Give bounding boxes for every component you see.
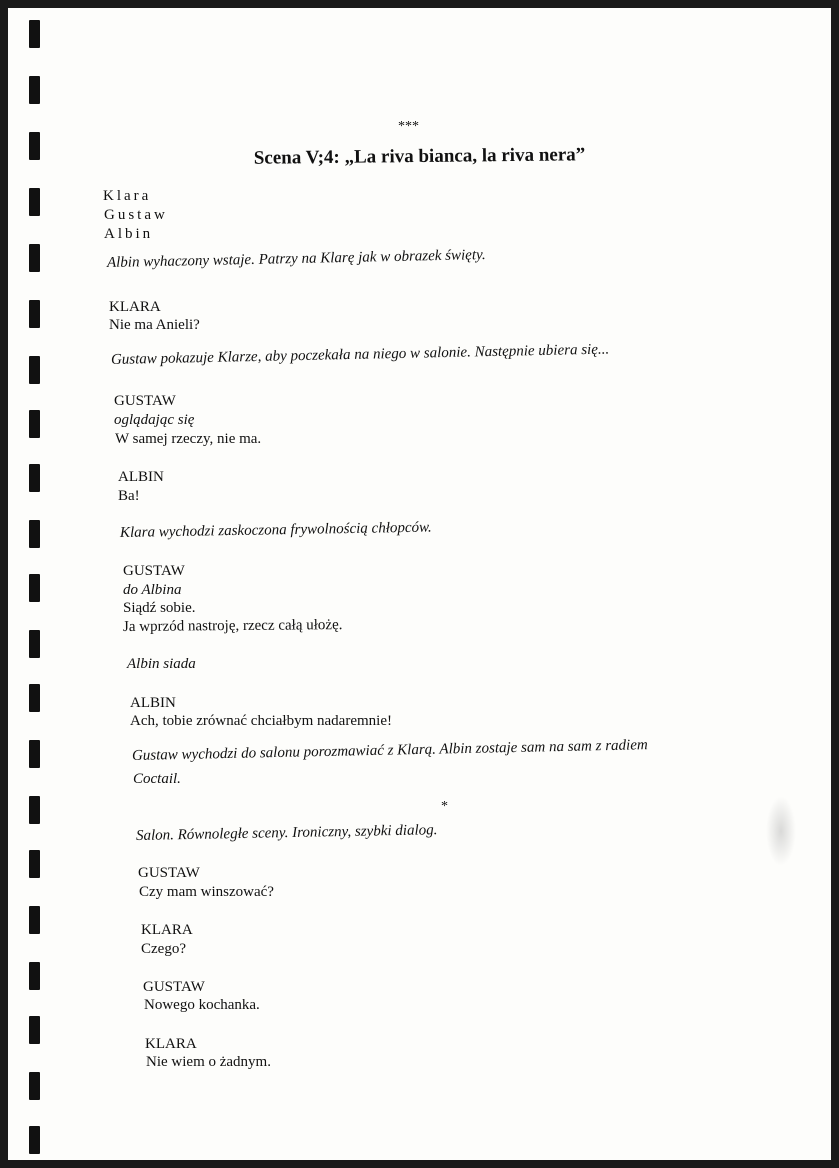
stage-direction: Albin wyhaczony wstaje. Patrzy na Klarę jak w obrazek święty. bbox=[106, 247, 486, 271]
binding-hole bbox=[29, 740, 40, 768]
scan-smudge bbox=[766, 796, 796, 866]
stage-direction: Coctail. bbox=[133, 771, 181, 787]
binding-hole bbox=[29, 520, 40, 548]
binding-hole bbox=[29, 410, 40, 438]
scene-title: Scena V;4: „La riva bianca, la riva nera” bbox=[253, 144, 586, 169]
binding-hole bbox=[29, 1072, 40, 1100]
speaker-gustaw: GUSTAW bbox=[114, 393, 176, 409]
stage-direction: Gustaw pokazuje Klarze, aby poczekała na niego w salonie. Następnie ubiera się... bbox=[110, 341, 610, 368]
cast-klara: Klara bbox=[103, 188, 152, 204]
binding-hole bbox=[29, 76, 40, 104]
dialogue-line: Nie wiem o żadnym. bbox=[146, 1054, 271, 1070]
dialogue-line: Czy mam winszować? bbox=[139, 884, 274, 900]
parenthetical: do Albina bbox=[123, 582, 182, 598]
scene-stars: *** bbox=[398, 119, 419, 134]
binding-hole bbox=[29, 684, 40, 712]
dialogue-line: Czego? bbox=[141, 941, 186, 957]
stage-direction: Klara wychodzi zaskoczona frywolnością chłopców. bbox=[119, 519, 432, 541]
speaker-gustaw: GUSTAW bbox=[143, 979, 205, 995]
binding-hole bbox=[29, 850, 40, 878]
cast-gustaw: Gustaw bbox=[104, 207, 168, 223]
binding-hole bbox=[29, 906, 40, 934]
parenthetical: oglądając się bbox=[114, 412, 195, 428]
stage-direction: Albin siada bbox=[127, 656, 196, 672]
speaker-klara: KLARA bbox=[145, 1036, 197, 1052]
dialogue-line: Ba! bbox=[118, 488, 140, 504]
speaker-klara: KLARA bbox=[141, 922, 193, 938]
dialogue-line: Nie ma Anieli? bbox=[109, 317, 200, 333]
cast-albin: Albin bbox=[104, 226, 154, 242]
speaker-gustaw: GUSTAW bbox=[123, 563, 185, 579]
binding-hole bbox=[29, 188, 40, 216]
binding-hole bbox=[29, 20, 40, 48]
binding-hole bbox=[29, 464, 40, 492]
document-page bbox=[8, 8, 831, 1160]
binding-holes bbox=[29, 8, 43, 1160]
binding-hole bbox=[29, 796, 40, 824]
speaker-albin: ALBIN bbox=[130, 695, 176, 711]
scene-separator: * bbox=[441, 799, 448, 814]
binding-hole bbox=[29, 300, 40, 328]
binding-hole bbox=[29, 356, 40, 384]
dialogue-line: Ach, tobie zrównać chciałbym nadaremnie! bbox=[130, 713, 392, 729]
dialogue-line: Siądź sobie. bbox=[123, 600, 196, 616]
binding-hole bbox=[29, 574, 40, 602]
stage-direction: Gustaw wychodzi do salonu porozmawiać z Klarą. Albin zostaje sam na sam z radiem bbox=[131, 737, 648, 764]
binding-hole bbox=[29, 1126, 40, 1154]
speaker-albin: ALBIN bbox=[118, 469, 164, 485]
binding-hole bbox=[29, 962, 40, 990]
stage-direction: Salon. Równoległe sceny. Ironiczny, szybki dialog. bbox=[135, 822, 438, 844]
binding-hole bbox=[29, 244, 40, 272]
speaker-klara: KLARA bbox=[109, 299, 161, 315]
speaker-gustaw: GUSTAW bbox=[138, 865, 200, 881]
binding-hole bbox=[29, 1016, 40, 1044]
binding-hole bbox=[29, 630, 40, 658]
dialogue-line: Nowego kochanka. bbox=[144, 997, 260, 1013]
dialogue-line: W samej rzeczy, nie ma. bbox=[115, 431, 262, 447]
dialogue-line: Ja wprzód nastroję, rzecz całą ułożę. bbox=[122, 617, 343, 635]
